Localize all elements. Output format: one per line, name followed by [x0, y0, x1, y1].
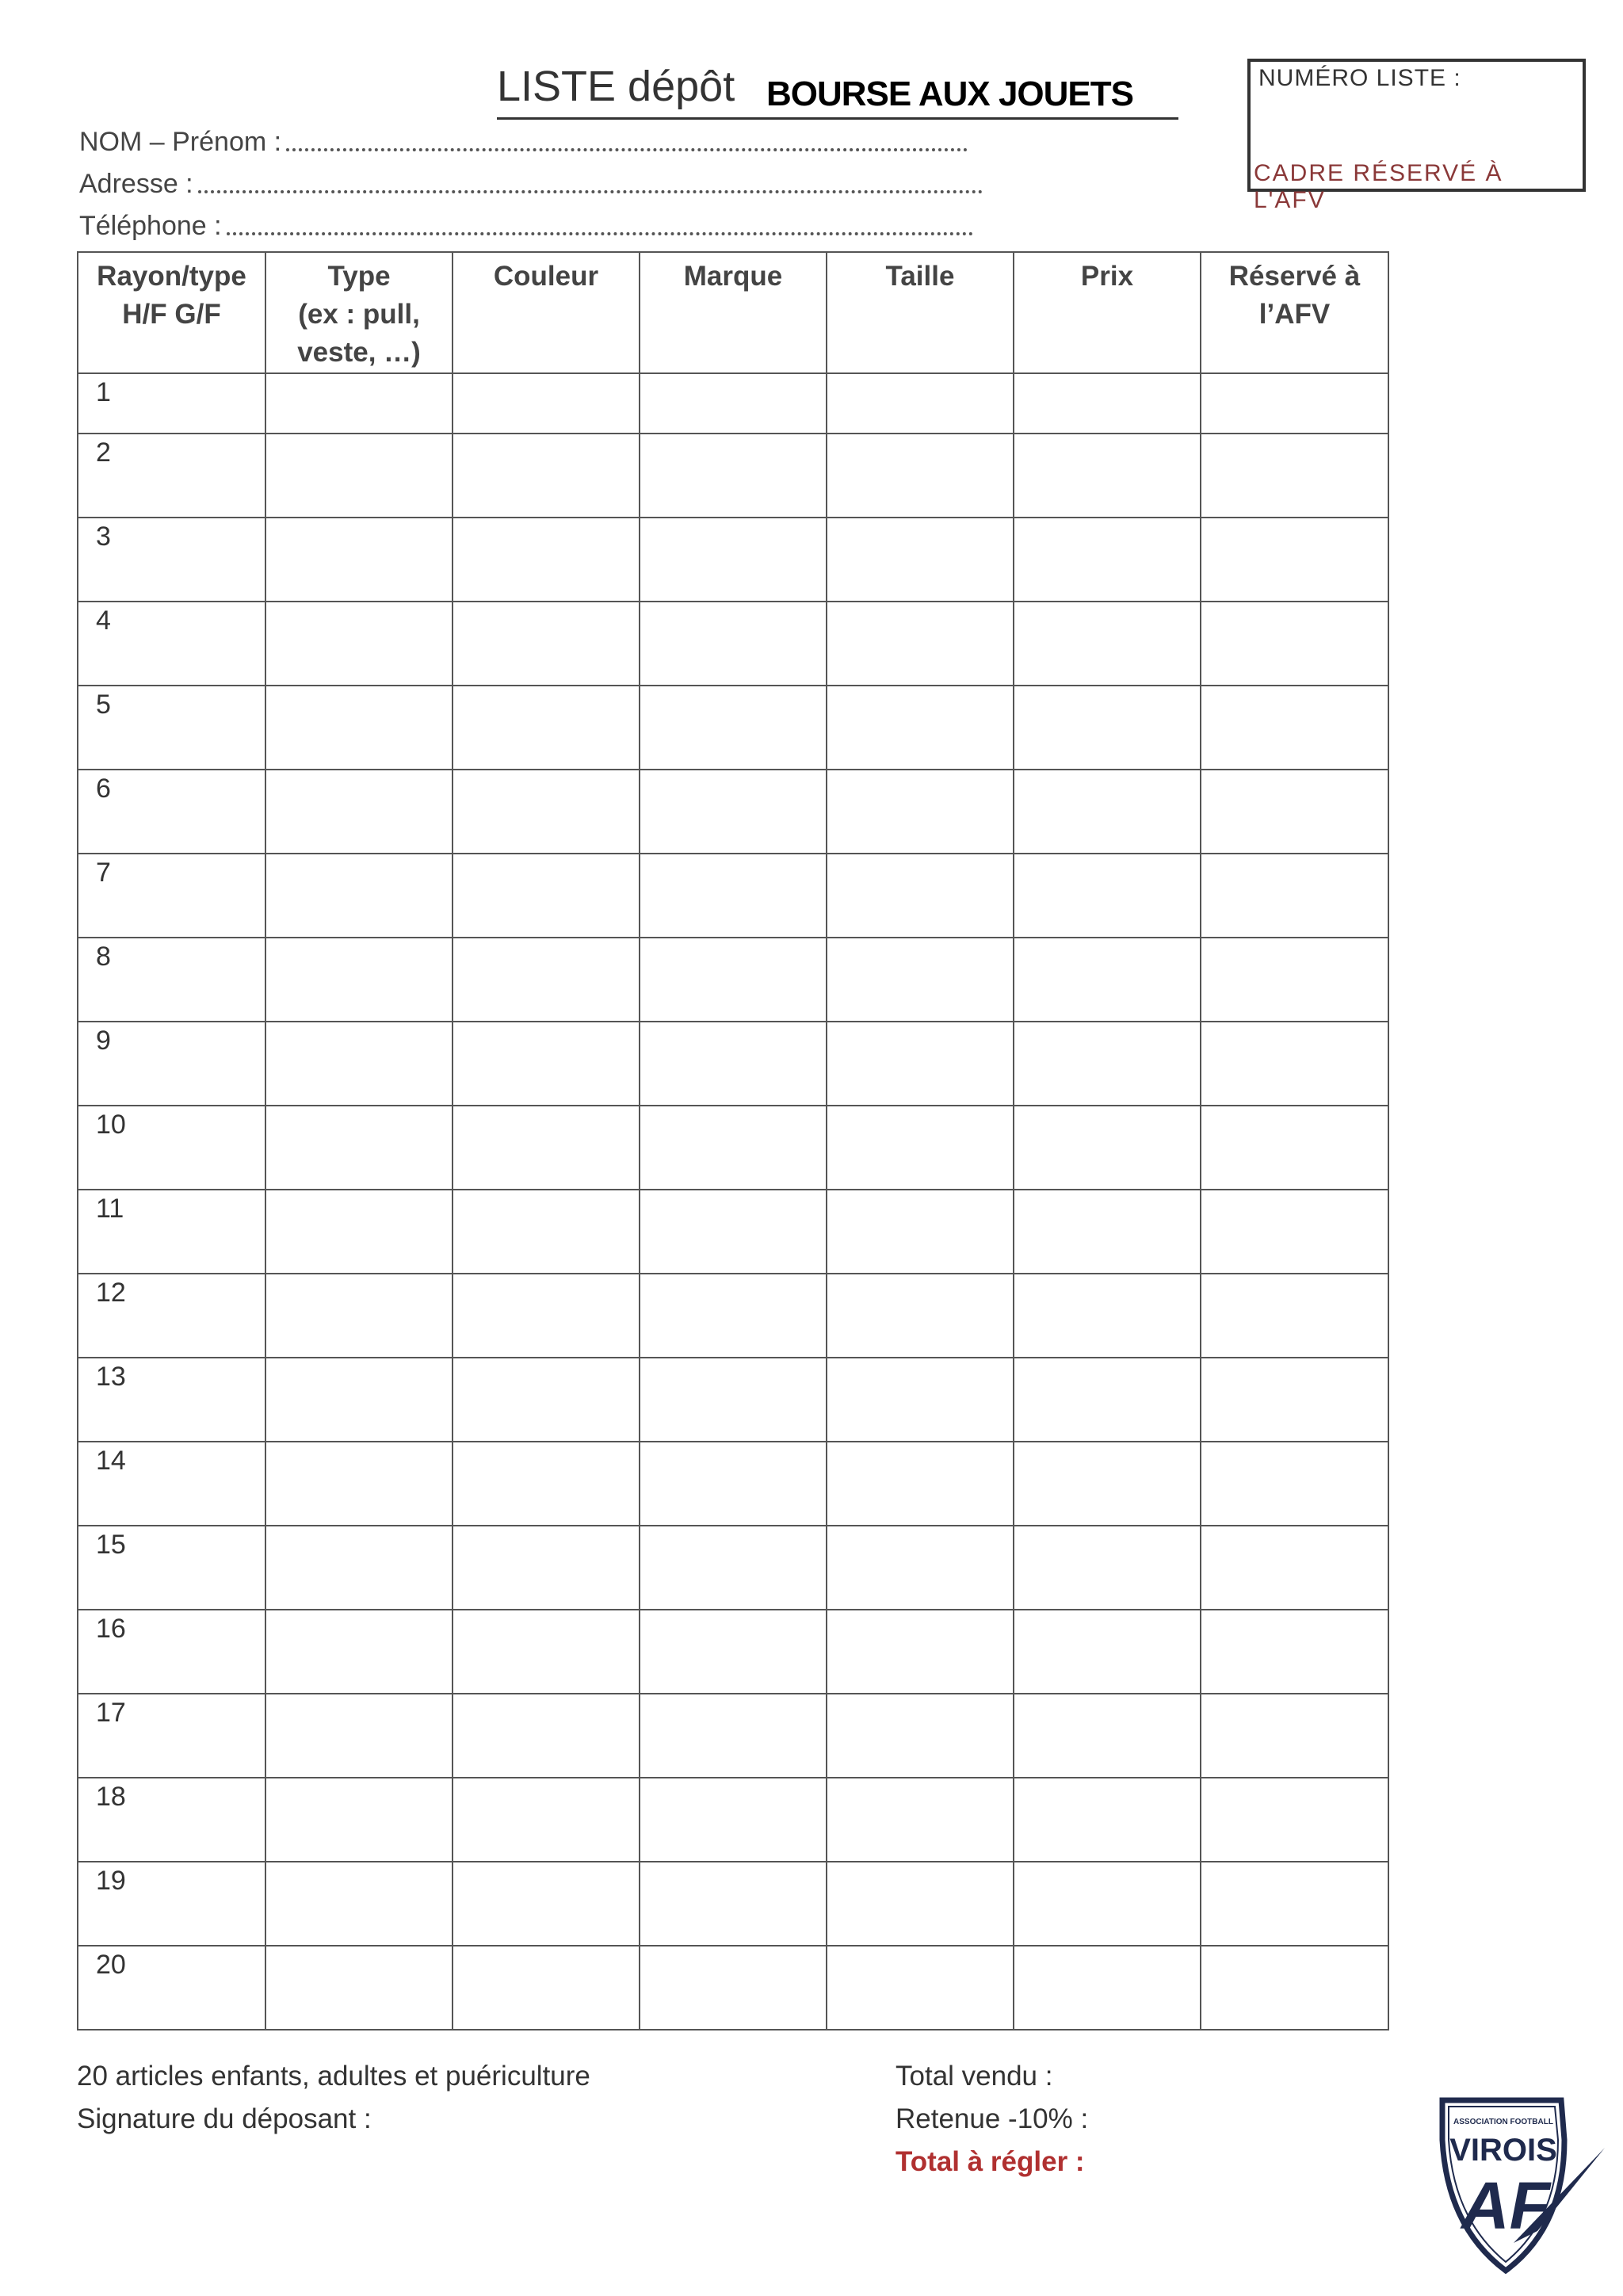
table-cell[interactable]: [640, 1862, 827, 1946]
table-cell[interactable]: [1014, 1694, 1201, 1778]
table-cell[interactable]: [453, 373, 640, 434]
table-cell[interactable]: [1014, 434, 1201, 518]
table-cell[interactable]: [640, 434, 827, 518]
table-cell[interactable]: [1201, 686, 1388, 770]
table-row: [78, 602, 1388, 686]
table-cell[interactable]: [1201, 602, 1388, 686]
row-number[interactable]: 6: [78, 770, 265, 854]
row-number[interactable]: 17: [78, 1694, 265, 1778]
table-cell[interactable]: [1014, 518, 1201, 602]
table-row: [78, 1190, 1388, 1274]
table-cell[interactable]: [1201, 1442, 1388, 1526]
table-cell[interactable]: [453, 1694, 640, 1778]
table-row: [78, 938, 1388, 1022]
table-cell[interactable]: [827, 1190, 1014, 1274]
table-cell[interactable]: [640, 373, 827, 434]
row-number[interactable]: 14: [78, 1442, 265, 1526]
signature-label: Signature du déposant :: [77, 2103, 372, 2134]
table-cell[interactable]: [265, 1946, 453, 2030]
cadre-reserve-label: CADRE RÉSERVÉ À L'AFV: [1254, 160, 1503, 213]
table-cell[interactable]: [1014, 1778, 1201, 1862]
table-cell[interactable]: [265, 602, 453, 686]
articles-note: 20 articles enfants, adultes et puériculture: [77, 2061, 590, 2092]
table-cell[interactable]: [640, 686, 827, 770]
table-cell[interactable]: [640, 1694, 827, 1778]
row-number[interactable]: 15: [78, 1526, 265, 1610]
table-cell[interactable]: [453, 854, 640, 938]
table-cell[interactable]: [265, 1862, 453, 1946]
row-number[interactable]: 8: [78, 938, 265, 1022]
table-cell[interactable]: [640, 1274, 827, 1358]
afv-logo: [1419, 2092, 1609, 2283]
table-cell[interactable]: [640, 518, 827, 602]
table-row: [78, 1106, 1388, 1190]
table-cell[interactable]: [827, 1694, 1014, 1778]
table-row: [78, 1022, 1388, 1106]
table-cell[interactable]: [453, 434, 640, 518]
row-number[interactable]: 9: [78, 1022, 265, 1106]
logo-top-text: ASSOCIATION FOOTBALL: [1453, 2118, 1553, 2126]
table-cell[interactable]: [1014, 1862, 1201, 1946]
title-sub: BOURSE AUX JOUETS: [766, 74, 1134, 113]
row-number[interactable]: 16: [78, 1610, 265, 1694]
table-cell[interactable]: [640, 1190, 827, 1274]
table-cell[interactable]: [827, 373, 1014, 434]
table-cell[interactable]: [265, 1190, 453, 1274]
table-cell[interactable]: [265, 770, 453, 854]
table-cell[interactable]: [1014, 1442, 1201, 1526]
row-number[interactable]: 12: [78, 1274, 265, 1358]
table-row: [78, 1946, 1388, 2030]
table-cell[interactable]: [640, 938, 827, 1022]
table-cell[interactable]: [1201, 373, 1388, 434]
row-number[interactable]: 3: [78, 518, 265, 602]
row-number[interactable]: 4: [78, 602, 265, 686]
table-cell[interactable]: [265, 854, 453, 938]
table-cell[interactable]: [265, 373, 453, 434]
row-number[interactable]: 18: [78, 1778, 265, 1862]
table-cell[interactable]: [453, 1022, 640, 1106]
table-cell[interactable]: [1201, 1946, 1388, 2030]
table-cell[interactable]: [1201, 1106, 1388, 1190]
table-cell[interactable]: [453, 1190, 640, 1274]
table-cell[interactable]: [265, 518, 453, 602]
row-number[interactable]: 5: [78, 686, 265, 770]
table-cell[interactable]: [1014, 1190, 1201, 1274]
table-cell[interactable]: [265, 1526, 453, 1610]
table-cell[interactable]: [827, 1022, 1014, 1106]
table-row: [78, 686, 1388, 770]
document-title: [497, 62, 1178, 120]
table-cell[interactable]: [1014, 1610, 1201, 1694]
table-cell[interactable]: [1014, 686, 1201, 770]
table-cell[interactable]: [1201, 1694, 1388, 1778]
total-regler-label: Total à régler :: [896, 2146, 1085, 2177]
field-adresse[interactable]: [79, 169, 983, 200]
table-cell[interactable]: [265, 686, 453, 770]
field-telephone-label: Téléphone :: [79, 211, 222, 241]
table-cell[interactable]: [1014, 1274, 1201, 1358]
table-cell[interactable]: [827, 938, 1014, 1022]
table-row: [78, 1610, 1388, 1694]
row-number[interactable]: 19: [78, 1862, 265, 1946]
table-cell[interactable]: [453, 1778, 640, 1862]
row-number[interactable]: 2: [78, 434, 265, 518]
table-cell[interactable]: [827, 518, 1014, 602]
row-number[interactable]: 10: [78, 1106, 265, 1190]
table-cell[interactable]: [1201, 1778, 1388, 1862]
table-cell[interactable]: [453, 518, 640, 602]
table-cell[interactable]: [265, 1358, 453, 1442]
table-body: [78, 373, 1388, 2030]
reserved-box: [1247, 59, 1586, 213]
column-header: Couleur: [453, 252, 640, 373]
table-row: [78, 1442, 1388, 1526]
table-row: [78, 434, 1388, 518]
table-row: [78, 1778, 1388, 1862]
table-cell[interactable]: [1014, 602, 1201, 686]
table-cell[interactable]: [265, 1442, 453, 1526]
table-cell[interactable]: [1014, 854, 1201, 938]
table-cell[interactable]: [453, 686, 640, 770]
table-cell[interactable]: [827, 1862, 1014, 1946]
table-cell[interactable]: [1014, 938, 1201, 1022]
table-row: [78, 373, 1388, 434]
table-cell[interactable]: [1201, 1526, 1388, 1610]
title-main: LISTE dépôt: [497, 63, 735, 110]
table-cell[interactable]: [453, 1946, 640, 2030]
table-cell[interactable]: [265, 1610, 453, 1694]
table-row: [78, 1694, 1388, 1778]
table-cell[interactable]: [265, 938, 453, 1022]
retenue-label: Retenue -10% :: [896, 2103, 1089, 2134]
table-cell[interactable]: [640, 1442, 827, 1526]
table-cell[interactable]: [265, 1022, 453, 1106]
deposit-table: [77, 251, 1389, 2030]
table-cell[interactable]: [1201, 938, 1388, 1022]
table-cell[interactable]: [1014, 770, 1201, 854]
logo-name: VIROIS: [1449, 2133, 1557, 2168]
table-cell[interactable]: [453, 938, 640, 1022]
table-row: [78, 770, 1388, 854]
table-cell[interactable]: [1201, 1274, 1388, 1358]
row-number[interactable]: 20: [78, 1946, 265, 2030]
total-vendu-label: Total vendu :: [896, 2061, 1053, 2092]
row-number[interactable]: 11: [78, 1190, 265, 1274]
table-cell[interactable]: [453, 1526, 640, 1610]
table-cell[interactable]: [827, 1778, 1014, 1862]
table-cell[interactable]: [640, 854, 827, 938]
table-cell[interactable]: [1201, 1358, 1388, 1442]
table-cell[interactable]: [1014, 1358, 1201, 1442]
table-cell[interactable]: [265, 434, 453, 518]
table-cell[interactable]: [827, 1526, 1014, 1610]
field-dots: [227, 232, 973, 235]
table-cell[interactable]: [640, 770, 827, 854]
table-cell[interactable]: [453, 1106, 640, 1190]
table-row: [78, 854, 1388, 938]
table-cell[interactable]: [1014, 1106, 1201, 1190]
table-cell[interactable]: [827, 1610, 1014, 1694]
table-cell[interactable]: [265, 1274, 453, 1358]
table-cell[interactable]: [265, 1106, 453, 1190]
column-header: Taille: [827, 252, 1014, 373]
table-cell[interactable]: [1201, 518, 1388, 602]
table-row: [78, 1358, 1388, 1442]
table-row: [78, 1274, 1388, 1358]
table-cell[interactable]: [1201, 1610, 1388, 1694]
table-cell[interactable]: [1014, 1946, 1201, 2030]
table-cell[interactable]: [453, 1862, 640, 1946]
table-cell[interactable]: [453, 602, 640, 686]
field-nom-prenom-label: NOM – Prénom :: [79, 127, 282, 157]
table-cell[interactable]: [1201, 1862, 1388, 1946]
table-cell[interactable]: [827, 1358, 1014, 1442]
table-cell[interactable]: [640, 1022, 827, 1106]
header-row: [78, 252, 1388, 373]
table-cell[interactable]: [640, 1526, 827, 1610]
table-cell[interactable]: [265, 1694, 453, 1778]
table-cell[interactable]: [1014, 373, 1201, 434]
table-cell[interactable]: [640, 1946, 827, 2030]
table-cell[interactable]: [1014, 1022, 1201, 1106]
table-cell[interactable]: [827, 686, 1014, 770]
table-cell[interactable]: [640, 1610, 827, 1694]
logo-initials: AF: [1461, 2168, 1550, 2243]
table-cell[interactable]: [640, 1358, 827, 1442]
table-cell[interactable]: [453, 1358, 640, 1442]
table-cell[interactable]: [827, 1106, 1014, 1190]
column-header: Rayon/type H/F G/F: [78, 252, 265, 373]
table-cell[interactable]: [827, 1274, 1014, 1358]
table-cell[interactable]: [827, 1946, 1014, 2030]
table-cell[interactable]: [1201, 1022, 1388, 1106]
table-cell[interactable]: [453, 770, 640, 854]
table-row: [78, 1862, 1388, 1946]
field-dots: [286, 148, 968, 151]
table-cell[interactable]: [827, 770, 1014, 854]
table-cell[interactable]: [827, 434, 1014, 518]
field-dots: [198, 190, 983, 193]
table-row: [78, 1526, 1388, 1610]
table-cell[interactable]: [1201, 854, 1388, 938]
table-cell[interactable]: [1201, 770, 1388, 854]
column-header: Réservé à l’AFV: [1201, 252, 1388, 373]
field-adresse-label: Adresse :: [79, 169, 193, 199]
table-cell[interactable]: [453, 1610, 640, 1694]
table-cell[interactable]: [1201, 1190, 1388, 1274]
column-header: Marque: [640, 252, 827, 373]
field-telephone[interactable]: [79, 211, 973, 242]
table-cell[interactable]: [1014, 1526, 1201, 1610]
column-header: Prix: [1014, 252, 1201, 373]
table-row: [78, 518, 1388, 602]
table-cell[interactable]: [827, 854, 1014, 938]
table-cell[interactable]: [640, 1106, 827, 1190]
field-nom-prenom[interactable]: [79, 127, 968, 158]
row-number[interactable]: 7: [78, 854, 265, 938]
table-cell[interactable]: [453, 1274, 640, 1358]
row-number[interactable]: 1: [78, 373, 265, 434]
table-cell[interactable]: [1201, 434, 1388, 518]
numero-liste-label: NUMÉRO LISTE :: [1258, 65, 1461, 91]
table-cell[interactable]: [640, 602, 827, 686]
table-cell[interactable]: [265, 1778, 453, 1862]
table-cell[interactable]: [453, 1442, 640, 1526]
table-cell[interactable]: [827, 602, 1014, 686]
table-cell[interactable]: [827, 1442, 1014, 1526]
row-number[interactable]: 13: [78, 1358, 265, 1442]
column-header: Type (ex : pull, veste, …): [265, 252, 453, 373]
table-cell[interactable]: [640, 1778, 827, 1862]
